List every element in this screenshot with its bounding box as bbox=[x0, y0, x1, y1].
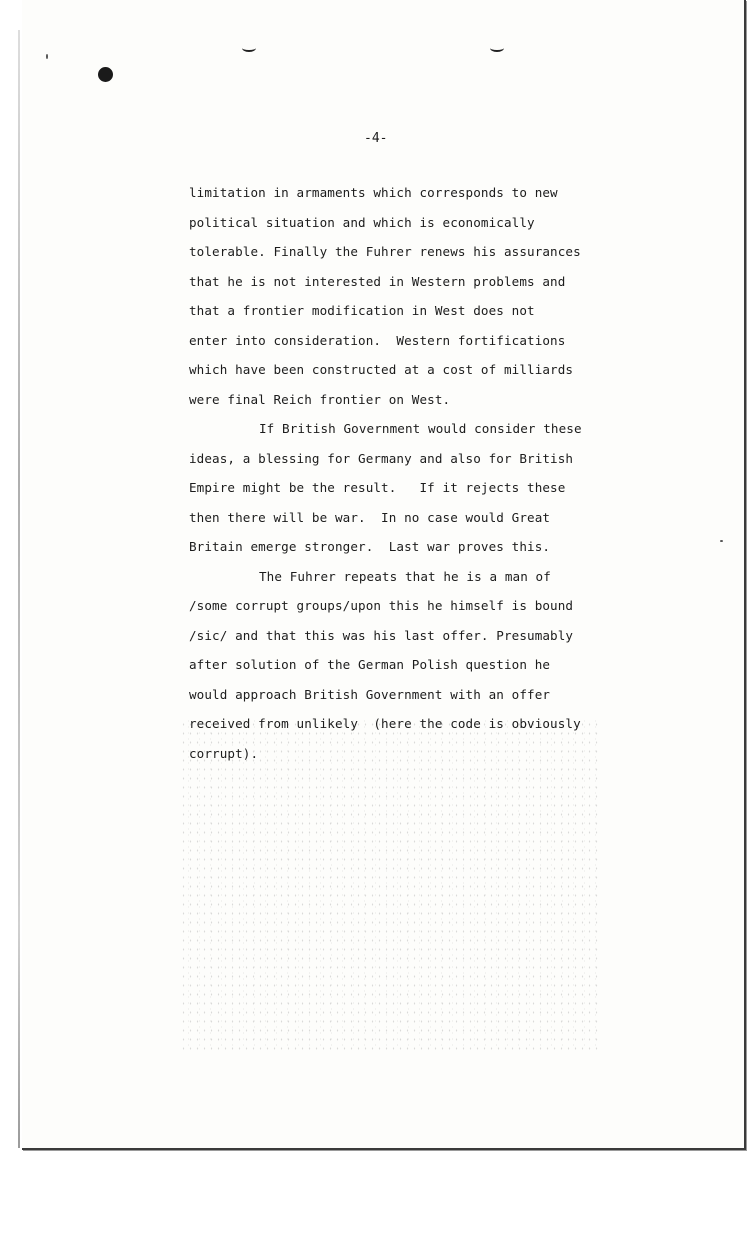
staple-mark-right bbox=[490, 44, 504, 52]
text-line: enter into consideration. Western fortifications bbox=[189, 332, 566, 348]
text-line: that he is not interested in Western problems and bbox=[189, 273, 566, 289]
page-left-edge bbox=[18, 30, 20, 1148]
text-line: ideas, a blessing for Germany and also for British bbox=[189, 450, 574, 466]
text-line: corrupt). bbox=[189, 745, 259, 761]
text-line: political situation and which is economically bbox=[189, 214, 535, 230]
text-line: Britain emerge stronger. Last war proves this. bbox=[189, 539, 551, 554]
paper-speck bbox=[720, 540, 723, 542]
scan-noise bbox=[180, 720, 600, 1050]
text-line: /some corrupt groups/upon this he himself is bound bbox=[189, 598, 574, 613]
text-line: If British Government would consider these bbox=[259, 421, 582, 436]
text-line: tolerable. Finally the Fuhrer renews his assurances bbox=[189, 244, 581, 259]
page-number: -4- bbox=[364, 131, 388, 146]
text-line: Empire might be the result. If it rejects these bbox=[189, 480, 566, 495]
text-line: received from unlikely (here the code is obviously bbox=[189, 716, 581, 731]
text-line: which have been constructed at a cost of milliards bbox=[189, 362, 574, 377]
text-line: were final Reich frontier on West. bbox=[189, 391, 451, 407]
staple-mark-left bbox=[242, 44, 256, 52]
body-text bbox=[189, 178, 659, 768]
text-line: then there will be war. In no case would Great bbox=[189, 509, 551, 525]
text-line: /sic/ and that this was his last offer. Presumably bbox=[189, 627, 574, 643]
text-line: limitation in armaments which corresponds to new bbox=[189, 185, 558, 200]
text-line: after solution of the German Polish question he bbox=[189, 657, 551, 672]
text-line: that a frontier modification in West does not bbox=[189, 303, 535, 318]
paper-speck bbox=[46, 54, 48, 59]
text-line: The Fuhrer repeats that he is a man of bbox=[259, 568, 551, 584]
punch-hole bbox=[98, 67, 113, 82]
text-line: would approach British Government with an offer bbox=[189, 686, 551, 702]
